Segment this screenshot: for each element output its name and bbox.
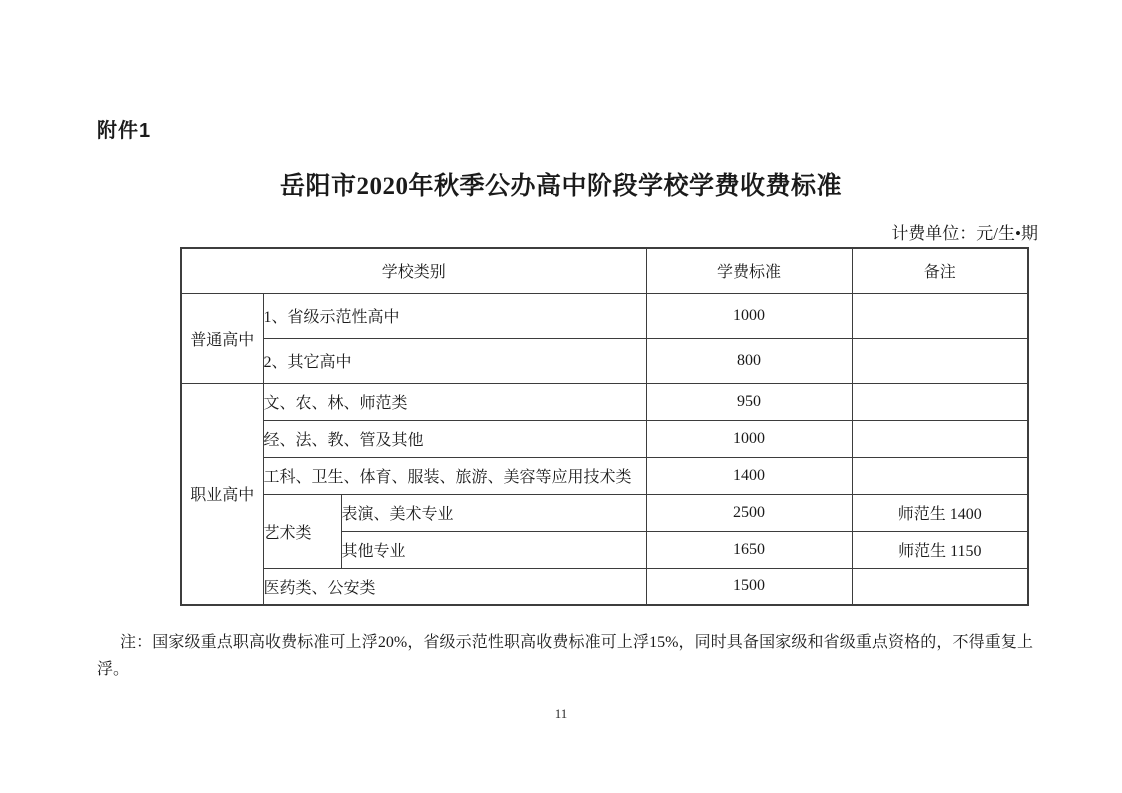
fee-cell: 950: [646, 383, 852, 420]
table-row: [181, 494, 1028, 531]
header-remarks: 备注: [852, 248, 1028, 293]
remark-cell: [852, 420, 1028, 457]
page-title: 岳阳市2020年秋季公办高中阶段学校学费收费标准: [279, 173, 842, 200]
remark-cell: [852, 293, 1028, 338]
remark-cell: [852, 383, 1028, 420]
table-row: [181, 568, 1028, 605]
fee-cell: 1500: [646, 568, 852, 605]
category-cell: 医药类、公安类: [263, 568, 646, 605]
category-cell: 1、省级示范性高中: [263, 293, 646, 338]
fee-cell: 2500: [646, 494, 852, 531]
fee-cell: 1650: [646, 531, 852, 568]
billing-unit-note: 计费单位：元/生•期: [891, 224, 1038, 243]
footnote: 注：国家级重点职高收费标准可上浮20%，省级示范性职高收费标准可上浮15%，同时具备国家级和省级重点资格的，不得重复上浮。: [97, 634, 1033, 678]
remark-cell: 师范生 1150: [852, 531, 1028, 568]
fee-cell: 1000: [646, 293, 852, 338]
fee-cell: 1000: [646, 420, 852, 457]
category-cell: 其他专业: [341, 531, 646, 568]
category-cell: 表演、美术专业: [341, 494, 646, 531]
remark-cell: 师范生 1400: [852, 494, 1028, 531]
header-tuition-standard: 学费标准: [646, 248, 852, 293]
fee-cell: 800: [646, 338, 852, 383]
category-cell: 2、其它高中: [263, 338, 646, 383]
group-regular-high-school: 普通高中: [181, 293, 263, 383]
attachment-label: 附件1: [97, 120, 152, 142]
remark-cell: [852, 568, 1028, 605]
table-row: [181, 457, 1028, 494]
subgroup-art-category: 艺术类: [263, 494, 341, 568]
group-vocational-high-school: 职业高中: [181, 383, 263, 605]
category-cell: 工科、卫生、体育、服装、旅游、美容等应用技术类: [263, 457, 646, 494]
remark-cell: [852, 457, 1028, 494]
fee-cell: 1400: [646, 457, 852, 494]
table-header-row: [181, 248, 1028, 293]
table-row: [181, 293, 1028, 338]
category-cell: 经、法、教、管及其他: [263, 420, 646, 457]
category-cell: 文、农、林、师范类: [263, 383, 646, 420]
page-number: 11: [554, 706, 568, 721]
tuition-fee-table: [180, 247, 1029, 606]
table-row: [181, 338, 1028, 383]
header-school-category: 学校类别: [181, 248, 646, 293]
table-row: [181, 383, 1028, 420]
table-row: [181, 420, 1028, 457]
remark-cell: [852, 338, 1028, 383]
